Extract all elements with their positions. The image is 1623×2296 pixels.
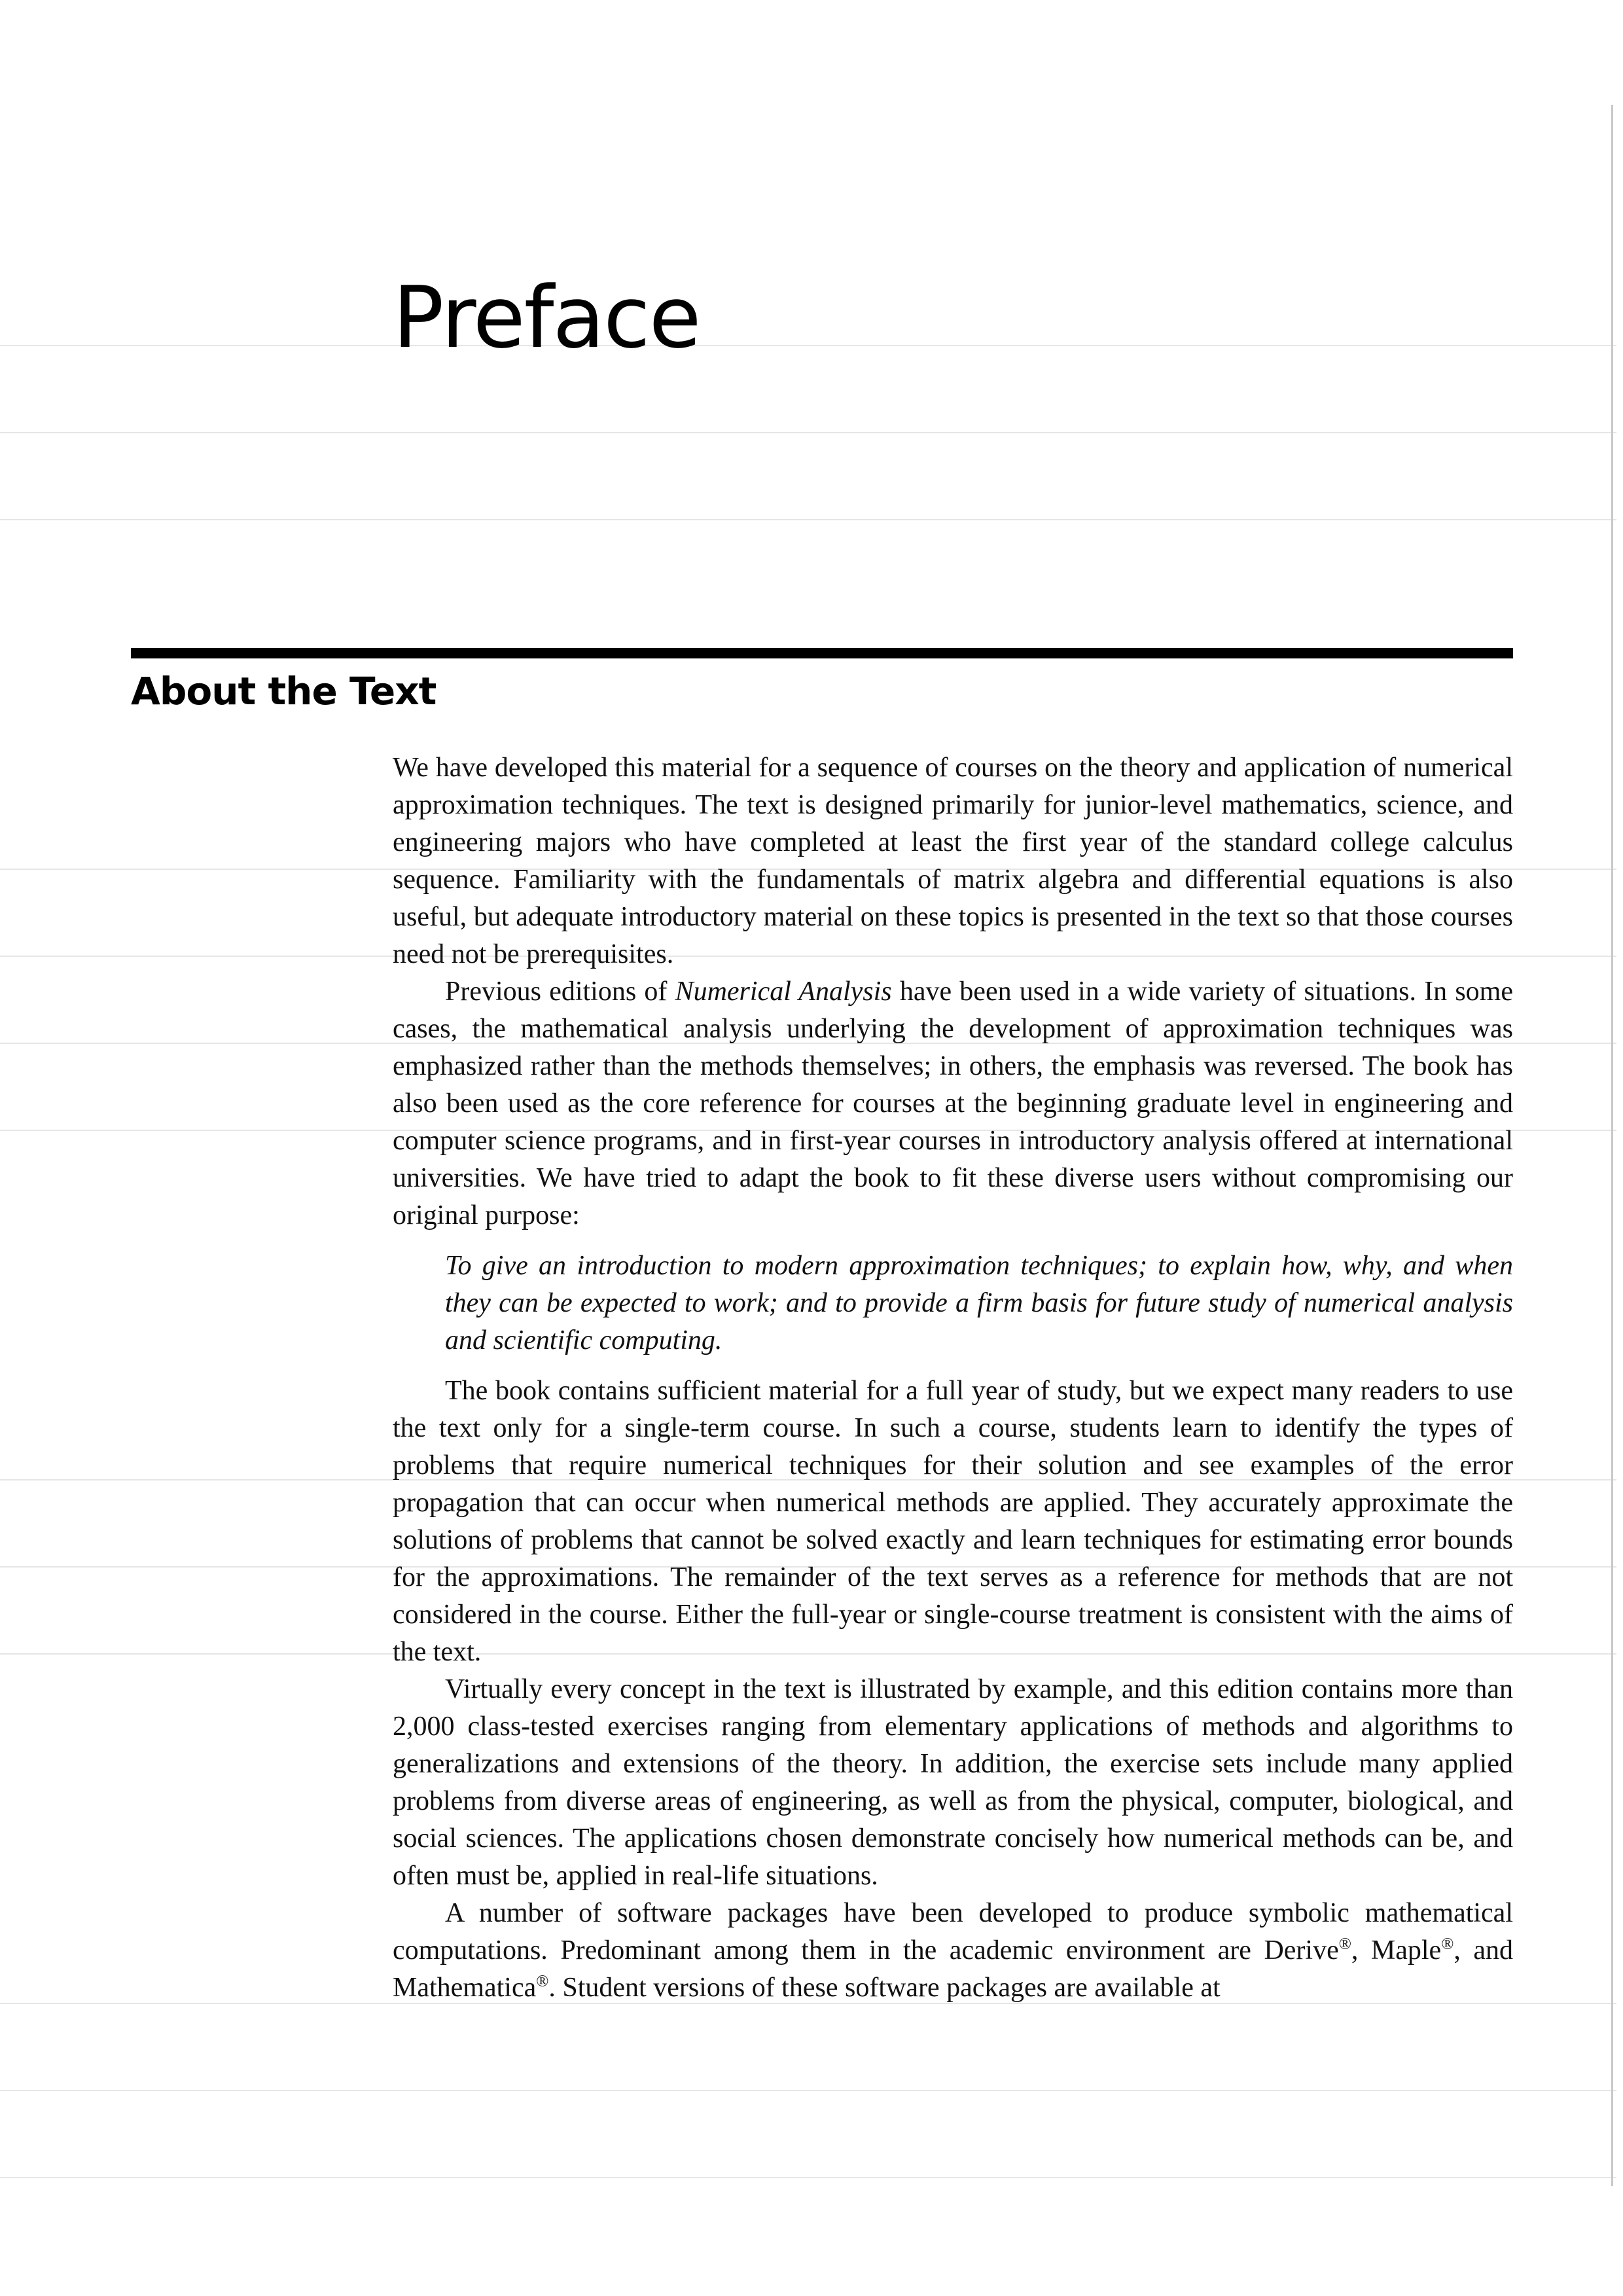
text-run: have been used in a wide variety of situations. In some cases, the mathematical analysis underlying the development of approximation techniques was emphasized rather than the methods themselves; in others, the emphasis was reversed. The book has also been used as the core reference for courses at the beginning graduate level in engineering and computer science programs, and in first-year courses in introductory analysis offered at international universities. We have tried to adapt the book to fit these diverse users without compromising our original purpose: [393,977,1513,1230]
section-heading: About the Text [131,669,437,713]
text-run: , and Mathematica [393,1935,1514,2003]
text-run: A number of software packages have been developed to produce symbolic mathematical computations. Predominant among them in the academic environment are Derive [393,1898,1513,1965]
paragraph [393,1895,1513,2007]
purpose-quote: To give an introduction to modern approximation techniques; to explain how, why, and when they can be expected to work; and to provide a firm basis for future study of numerical analysis and scientific computing. [445,1251,1513,1355]
text-run: Previous editions of [445,977,675,1007]
background-rule [0,432,1616,433]
registered-mark: ® [1338,1935,1351,1953]
text-run: , Maple [1351,1935,1442,1965]
body-text [393,749,1513,2007]
background-rule [0,345,1616,346]
text-run: . Student versions of these software packages are available at [548,1973,1221,2003]
page-edge [1611,105,1613,2186]
background-rule [0,2090,1616,2091]
book-title: Numerical Analysis [675,977,892,1007]
registered-mark: ® [536,1973,549,1990]
section-divider [131,648,1513,658]
background-rule [0,519,1616,520]
paragraph: We have developed this material for a sequence of courses on the theory and application of numerical approximation techniques. The text is designed primarily for junior-level mathematics, science, and engineering majors who have completed at least the first year of the standard college calculus sequence. Familiarity with the fundamentals of matrix algebra and differential equations is also useful, but adequate introductory material on these topics is presented in the text so that those courses need not be prerequisites. [393,753,1513,969]
paragraph: The book contains sufficient material for a full year of study, but we expect many readers to use the text only for a single-term course. In such a course, students learn to identify the types of problems that require numerical techniques for their solution and see examples of the error propagation that can occur when numerical methods are applied. They accurately approximate the solutions of problems that cannot be solved exactly and learn techniques for estimating error bounds for the approximations. The remainder of the text serves as a reference for methods that are not considered in the course. Either the full-year or single-course treatment is consistent with the aims of the text. [393,1376,1513,1667]
background-rule [0,2177,1616,2178]
paragraph [393,973,1513,1234]
registered-mark: ® [1441,1935,1454,1953]
paragraph: Virtually every concept in the text is illustrated by example, and this edition contains more than 2,000 class-tested exercises ranging from elementary applications of methods and algorithms to generalizations and extensions of the theory. In addition, the exercise sets include many applied problems from diverse areas of engineering, as well as from the physical, computer, biological, and social sciences. The applications chosen demonstrate concisely how numerical methods can be, and often must be, applied in real-life situations. [393,1674,1513,1891]
chapter-title: Preface [393,268,700,367]
